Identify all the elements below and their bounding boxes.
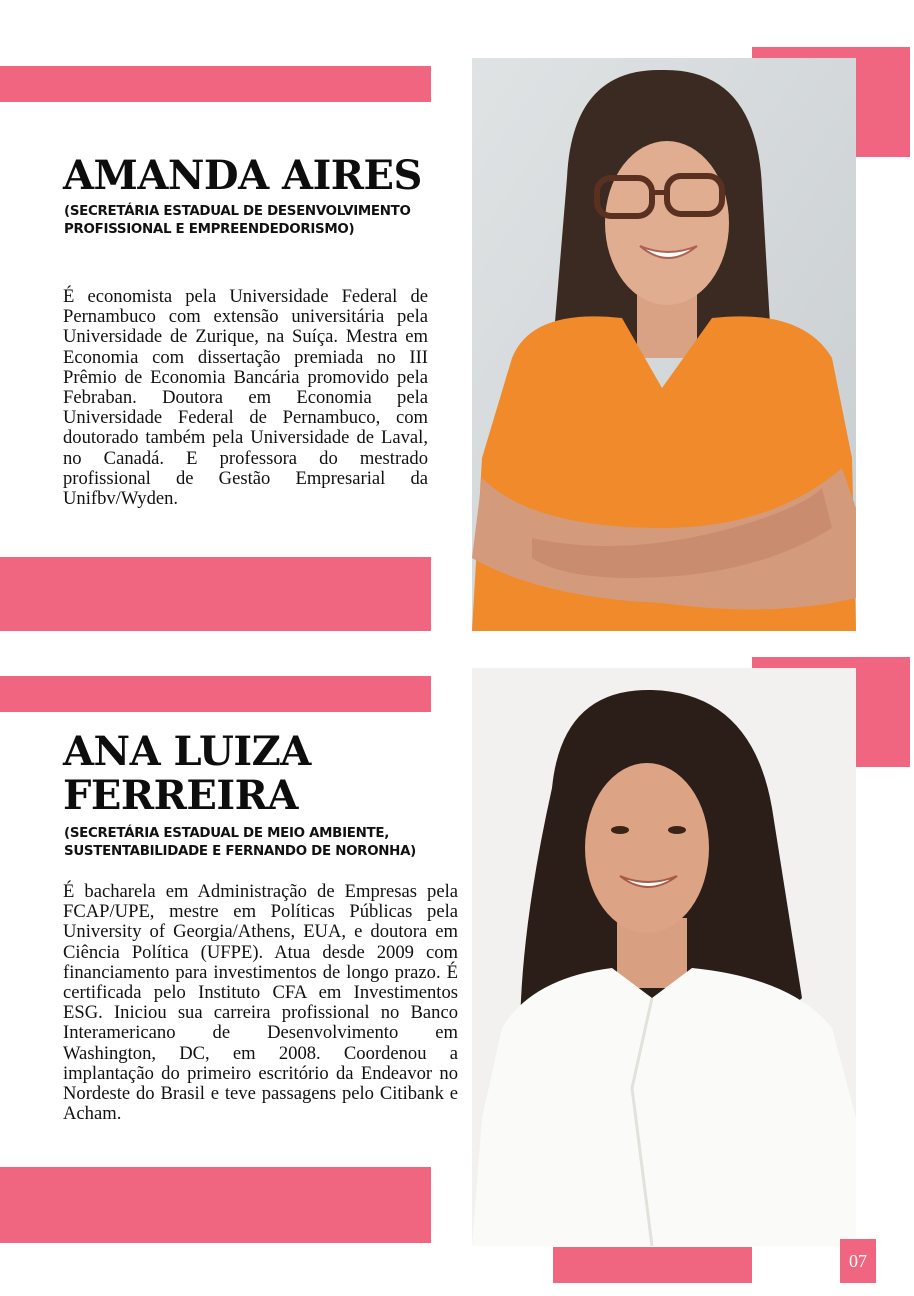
profile-2-name-line1: ANA LUIZA xyxy=(63,728,311,775)
portrait-illustration-1 xyxy=(472,58,856,631)
profile-2-name-line2: FERREIRA xyxy=(63,772,298,819)
profile-1-role-line1: (SECRETÁRIA ESTADUAL DE DESENVOLVIMENTO xyxy=(64,204,411,219)
bottom-bar-left-2 xyxy=(0,1167,431,1243)
profile-2-photo xyxy=(472,668,856,1246)
page-number: 07 xyxy=(840,1239,876,1283)
profile-1-role-line2: PROFISSIONAL E EMPREENDEDORISMO) xyxy=(64,222,355,237)
profile-2-role xyxy=(64,825,416,861)
bottom-bar-left-1 xyxy=(0,557,431,631)
profile-1-role xyxy=(64,203,411,239)
profile-2-name xyxy=(63,730,311,818)
top-bar-left-1 xyxy=(0,66,431,102)
profile-1-bio: É economista pela Universidade Federal de Pernambuco com extensão universitária pela Universidade de Zurique, na Suíça. Mestra em Economia com dissertação premiada no III Prêmio de Economia Bancária promovido pela Febraban. Doutora em Economia pela Universidade Federal de Pernambuco, com doutorado também pela Universidade de Laval, no Canadá. E professora do mestrado profissional de Gestão Empresarial da Unifbv/Wyden. xyxy=(63,286,428,510)
profile-1-photo xyxy=(472,58,856,631)
profile-2-bio: É bacharela em Administração de Empresas pela FCAP/UPE, mestre em Políticas Públicas pela University of Georgia/Athens, EUA, e doutora em Ciência Política (UFPE). Atua desde 2009 com financiamento para investimentos de longo prazo. É certificada pelo Instituto CFA em Investimentos ESG. Iniciou sua carreira profissional no Banco Interamericano de Desenvolvimento em Washington, DC, em 2008. Coordenou a implantação do primeiro escritório da Endeavor no Nordeste do Brasil e teve passagens pelo Citibank e Acham. xyxy=(63,881,458,1125)
bottom-bar-right xyxy=(553,1247,752,1283)
profile-2-role-line2: SUSTENTABILIDADE E FERNANDO DE NORONHA) xyxy=(64,844,416,859)
top-bar-left-2 xyxy=(0,676,431,712)
profile-1-name: AMANDA AIRES xyxy=(63,152,422,199)
profile-2-role-line1: (SECRETÁRIA ESTADUAL DE MEIO AMBIENTE, xyxy=(64,826,389,841)
portrait-illustration-2 xyxy=(472,668,856,1246)
